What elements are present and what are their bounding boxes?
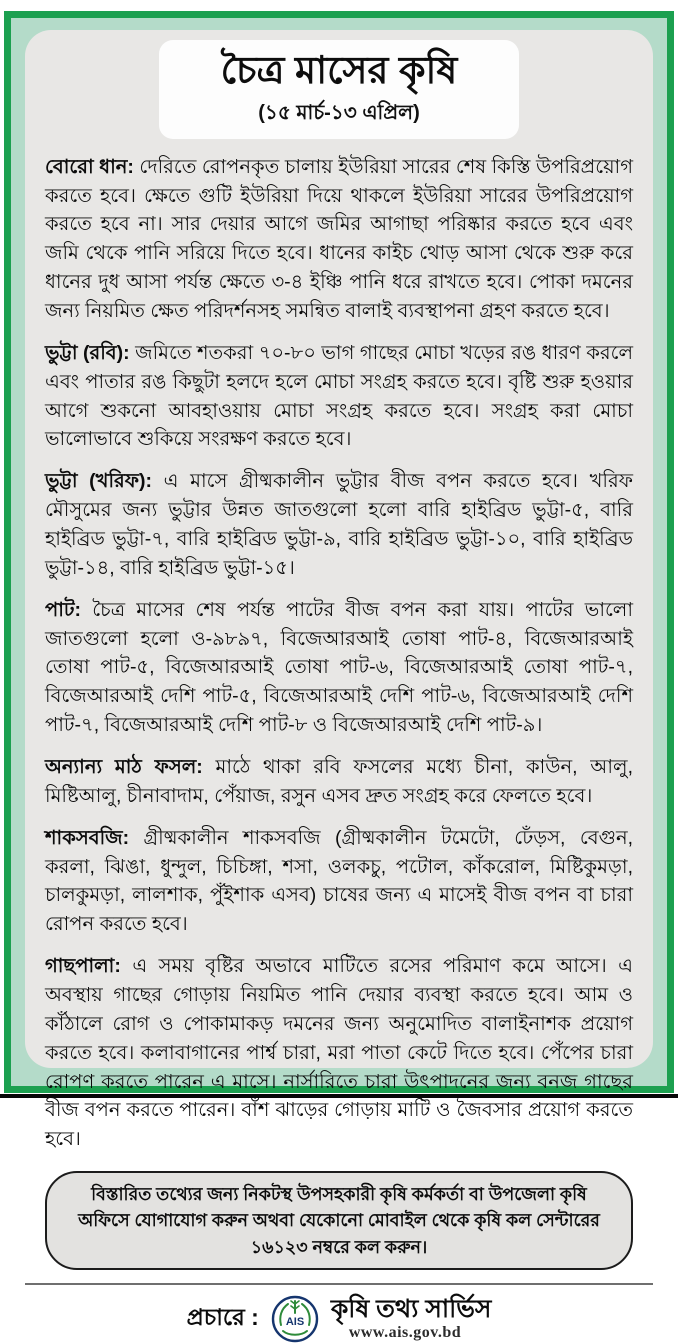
contact-notice — [45, 1171, 633, 1270]
org-name: কৃষি তথ্য সার্ভিস — [330, 1294, 492, 1323]
section-vegetables — [45, 824, 633, 939]
section-body: মাঠে থাকা রবি ফসলের মধ্যে চীনা, কাউন, আলু, মিষ্টিআলু, চীনাবাদাম, পেঁয়াজ, রসুন এসব দ্রুত সংগ্রহ করে ফেলতে হবে। — [45, 756, 633, 807]
date-range: (১৫ মার্চ-১৩ এপ্রিল) — [258, 101, 420, 124]
content-panel — [25, 30, 653, 1342]
section-other-field-crops — [45, 753, 633, 811]
section-heading: পাট: — [45, 598, 82, 621]
bottom-edge-line — [0, 1094, 678, 1098]
section-body: এ মাসে গ্রীষ্মকালীন ভুট্টার বীজ বপন করতে হবে। খরিফ মৌসুমের জন্য ভুট্টার উন্নত জাতগুলো হলো বারি হাইব্রিড ভুট্টা-৫, বারি হাইব্রিড ভুট্টা-৭, বারি হাইব্রিড ভুট্টা-৯, বারি হাইব্রিড ভুট্টা-১০, বারি হাইব্রিড ভুট্টা-১৪, বারি হাইব্রিড ভুট্টা-১৫। — [45, 470, 633, 579]
section-body: এ সময় বৃষ্টির অভাবে মাটিতে রসের পরিমাণ কমে আসে। এ অবস্থায় গাছের গোড়ায় নিয়মিত পানি দেয়ার ব্যবস্থা করতে হবে। আম ও কাঁঠালে রোগ ও পোকামাকড় দমনের জন্য অনুমোদিত বালাইনাশক প্রয়োগ করতে হবে। কলাবাগানের পার্শ্ব চারা, মরা পাতা কেটে দিতে হবে। পেঁপের চারা রোপণ করতে পারেন এ মাসে। নার্সারিতে চারা উৎপাদনের জন্য বনজ গাছের বীজ বপন করতে পারেন। বাঁশ ঝাড়ের গোড়ায় মাটি ও জৈবসার প্রয়োগ করতে হবে। — [45, 955, 633, 1151]
section-trees-plants — [45, 952, 633, 1154]
org-block — [331, 1296, 492, 1343]
section-heading: শাকসবজি: — [45, 826, 130, 849]
section-heading: গাছপালা: — [45, 955, 121, 978]
section-body: জমিতে শতকরা ৭০-৮০ ভাগ গাছের মোচা খড়ের রঙ ধারণ করলে এবং পাতার রঙ কিছুটা হলদে হলে মোচা সংগ্রহ করতে হবে। বৃষ্টি শুরু হওয়ার আগে শুকনো আবহাওয়ায় মোচা সংগ্রহ করতে হবে। সংগ্রহ করা মোচা ভালোভাবে শুকিয়ে সংরক্ষণ করতে হবে। — [45, 341, 633, 451]
section-body: চৈত্র মাসের শেষ পর্যন্ত পাটের বীজ বপন করা যায়। পাটের ভালো জাতগুলো হলো ও-৯৮৯৭, বিজেআরআই তোষা পাট-৪, বিজেআরআই তোষা পাট-৫, বিজেআরআই তোষা পাট-৬, বিজেআরআই তোষা পাট-৭, বিজেআরআই দেশি পাট-৫, বিজেআরআই দেশি পাট-৬, বিজেআরআই দেশি পাট-৭, বিজেআরআই দেশি পাট-৮ ও বিজেআরআই দেশি পাট-৯। — [45, 598, 633, 737]
divider — [25, 1283, 653, 1285]
section-maize-rabi — [45, 339, 633, 454]
section-heading: বোরো ধান: — [45, 155, 134, 178]
section-body: দেরিতে রোপনকৃত চালায় ইউরিয়া সারের শেষ কিস্তি উপরিপ্রয়োগ করতে হবে। ক্ষেতে গুটি ইউরিয়া দিয়ে থাকলে ইউরিয়া সারের উপরিপ্রয়োগ করতে হবে না। সার দেয়ার আগে জমির আগাছা পরিষ্কার করতে হবে এবং জমি থেকে পানি সরিয়ে দিতে হবে। ধানের কাইচ থোড় আসা থেকে শুরু করে ধানের দুধ আসা পর্যন্ত ক্ষেতে ৩-৪ ইঞ্চি পানি ধরে রাখতে হবে। পোকা দমনের জন্য নিয়মিত ক্ষেত পরিদর্শনসহ সমন্বিত বালাই ব্যবস্থাপনা গ্রহণ করতে হবে। — [45, 155, 633, 322]
section-heading: ভুট্টা (রবি): — [45, 341, 130, 364]
contact-notice-text: বিস্তারিত তথ্যের জন্য নিকটস্থ উপসহকারী কৃষি কর্মকর্তা বা উপজেলা কৃষি অফিসে যোগাযোগ করুন অথবা যেকোনো মোবাইল থেকে কৃষি কল সেন্টারের ১৬১২৩ নম্বরে কল করুন। — [78, 1184, 600, 1257]
page-title: চৈত্র মাসের কৃষি — [220, 50, 458, 92]
title-box — [159, 40, 519, 139]
poster-frame — [4, 11, 674, 1342]
publisher-label: প্রচারে : — [186, 1304, 259, 1331]
section-jute — [45, 596, 633, 740]
section-boro-rice — [45, 153, 633, 326]
section-heading: অন্যান্য মাঠ ফসল: — [45, 756, 203, 779]
org-website: www.ais.gov.bd — [348, 1324, 462, 1342]
ais-logo-text: AIS — [285, 1315, 304, 1328]
section-heading: ভুট্টা (খরিফ): — [45, 470, 152, 493]
ais-logo-icon — [271, 1295, 319, 1343]
section-body: গ্রীষ্মকালীন শাকসবজি (গ্রীষ্মকালীন টমেটো, ঢেঁড়স, বেগুন, করলা, ঝিঙা, ধুন্দুল, চিচিঙ্গা, শসা, ওলকচু, পটোল, কাঁকরোল, মিষ্টিকুমড়া, চালকুমড়া, লালশাক, পুঁইশাক এসব) চাষের জন্য এ মাসেই বীজ বপন বা চারা রোপন করতে হবে। — [45, 826, 634, 936]
publisher-row — [45, 1293, 633, 1343]
section-maize-kharif — [45, 467, 633, 582]
